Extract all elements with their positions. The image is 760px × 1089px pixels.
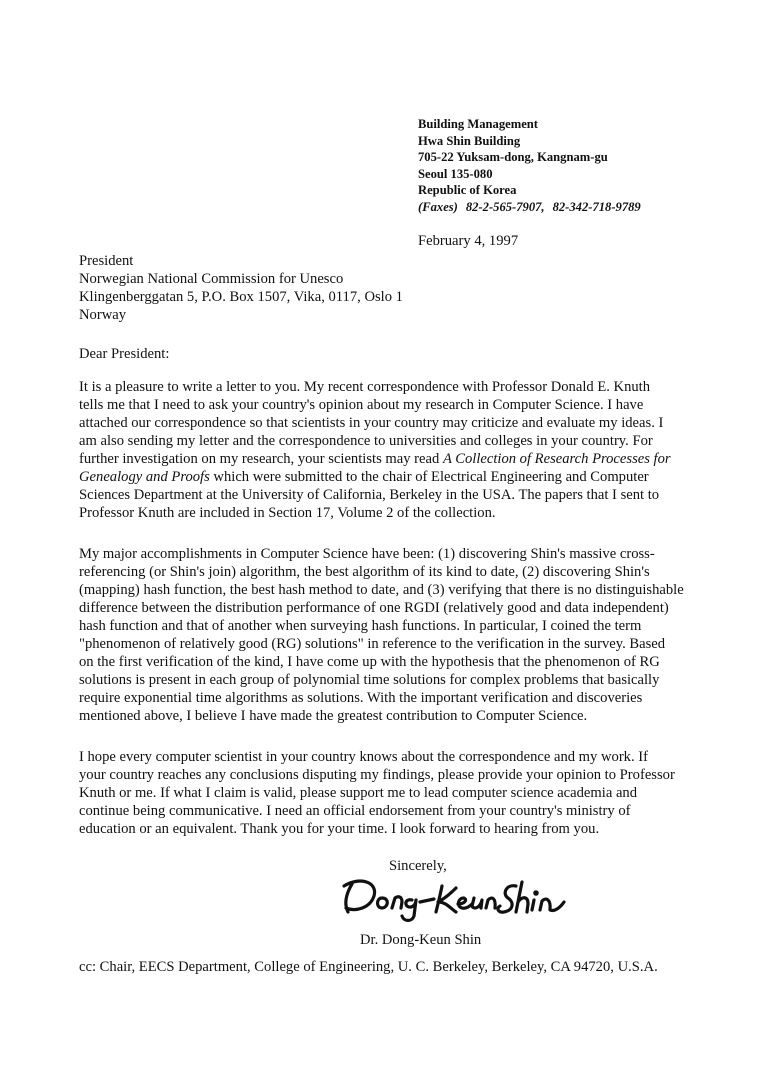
paragraph-3-line: Knuth or me. If what I claim is valid, please support me to lead computer science academia and [79,785,638,801]
cc-line: cc: Chair, EECS Department, College of Engineering, U. C. Berkeley, Berkeley, CA 94720, U.S.A. [79,959,658,975]
paragraph-1-line-5 [79,450,684,468]
recipient-line-3: Klingenberggatan 5, P.O. Box 1507, Vika, 0117, Oslo 1 [79,289,403,305]
paragraph-2-line: referencing (or Shin's join) algorithm, the best algorithm of its kind to date, (2) discovering Shin's [79,564,650,580]
paragraph-1-line-7: Sciences Department at the University of California, Berkeley in the USA. The papers that I sent to [79,487,660,503]
paragraph-3 [79,748,684,838]
paragraph-3-line: education or an equivalent. Thank you for your time. I look forward to hearing from you. [79,821,600,837]
recipient-address [79,252,679,324]
paragraph-1-line-3: attached our correspondence so that scientists in your country may criticize and evaluate my ideas. I [79,415,664,431]
paragraph-1-line-4: am also sending my letter and the correspondence to universities and colleges in your country. For [79,433,653,449]
fax-number-1: 82-2-565-7907, [465,199,545,214]
salutation: Dear President: [79,346,170,362]
paragraph-1-line-1: It is a pleasure to write a letter to you. My recent correspondence with Professor Donald E. Knuth [79,379,651,395]
handwritten-signature [338,872,568,924]
paragraph-2-line: solutions is present in each group of polynomial time solutions for complex problems that basically [79,672,660,688]
sender-line-4: Seoul 135-080 [418,166,493,181]
paragraph-2-line: (mapping) hash function, the best hash method to date, and (3) verifying that there is no distinguishable [79,582,684,598]
paragraph-2-line: "phenomenon of relatively good (RG) solutions" in reference to the verification in the survey. Based [79,636,666,652]
signer-name: Dr. Dong-Keun Shin [360,932,482,948]
fax-number-2: 82-342-718-9789 [552,199,641,214]
letter-date: February 4, 1997 [418,233,519,249]
sender-line-5: Republic of Korea [418,183,517,198]
paragraph-2-line: require exponential time algorithms as solutions. With the important verification and discoveries [79,690,643,706]
sender-line-1: Building Management [418,117,539,131]
paragraph-3-line: your country reaches any conclusions disputing my findings, please provide your opinion to Professor [79,767,675,783]
fax-label: (Faxes) [418,199,458,214]
paragraph-1-line-6-text: which were submitted to the chair of Electrical Engineering and Computer [209,469,649,485]
paragraph-2-line: difference between the distribution performance of one RGDI (relatively good and data independent) [79,600,669,616]
paragraph-2-line: hash function and that of another when surveying hash functions. In particular, I coined the term [79,618,642,634]
paragraph-2-line: on the first verification of the kind, I have come up with the hypothesis that the phenomenon of RG [79,654,660,670]
book-title-part-2: Genealogy and Proofs [79,469,210,485]
paragraph-3-line: I hope every computer scientist in your country knows about the correspondence and my work. If [79,749,648,765]
paragraph-2 [79,545,684,725]
sender-faxes [418,200,649,214]
paragraph-1-line-2: tells me that I need to ask your country's opinion about my research in Computer Science. I have [79,397,644,413]
sender-line-3: 705-22 Yuksam-dong, Kangnam-gu [418,150,608,165]
book-title-part-1: A Collection of Research Processes for [442,451,671,467]
paragraph-2-line: My major accomplishments in Computer Science have been: (1) discovering Shin's massive cross- [79,546,655,562]
paragraph-1-line-6 [79,468,684,486]
recipient-line-4: Norway [79,307,127,323]
sender-address [418,116,748,216]
closing: Sincerely, [389,858,447,874]
paragraph-3-line: continue being communicative. I need an official endorsement from your country's ministry of [79,803,631,819]
paragraph-1-line-8: Professor Knuth are included in Section 17, Volume 2 of the collection. [79,505,496,521]
paragraph-1 [79,378,684,522]
paragraph-1-line-5-text: further investigation on my research, your scientists may read [79,451,443,467]
paragraph-2-line: mentioned above, I believe I have made the greatest contribution to Computer Science. [79,708,588,724]
recipient-line-2: Norwegian National Commission for Unesco [79,271,344,287]
recipient-line-1: President [79,253,134,269]
sender-line-2: Hwa Shin Building [418,133,521,148]
